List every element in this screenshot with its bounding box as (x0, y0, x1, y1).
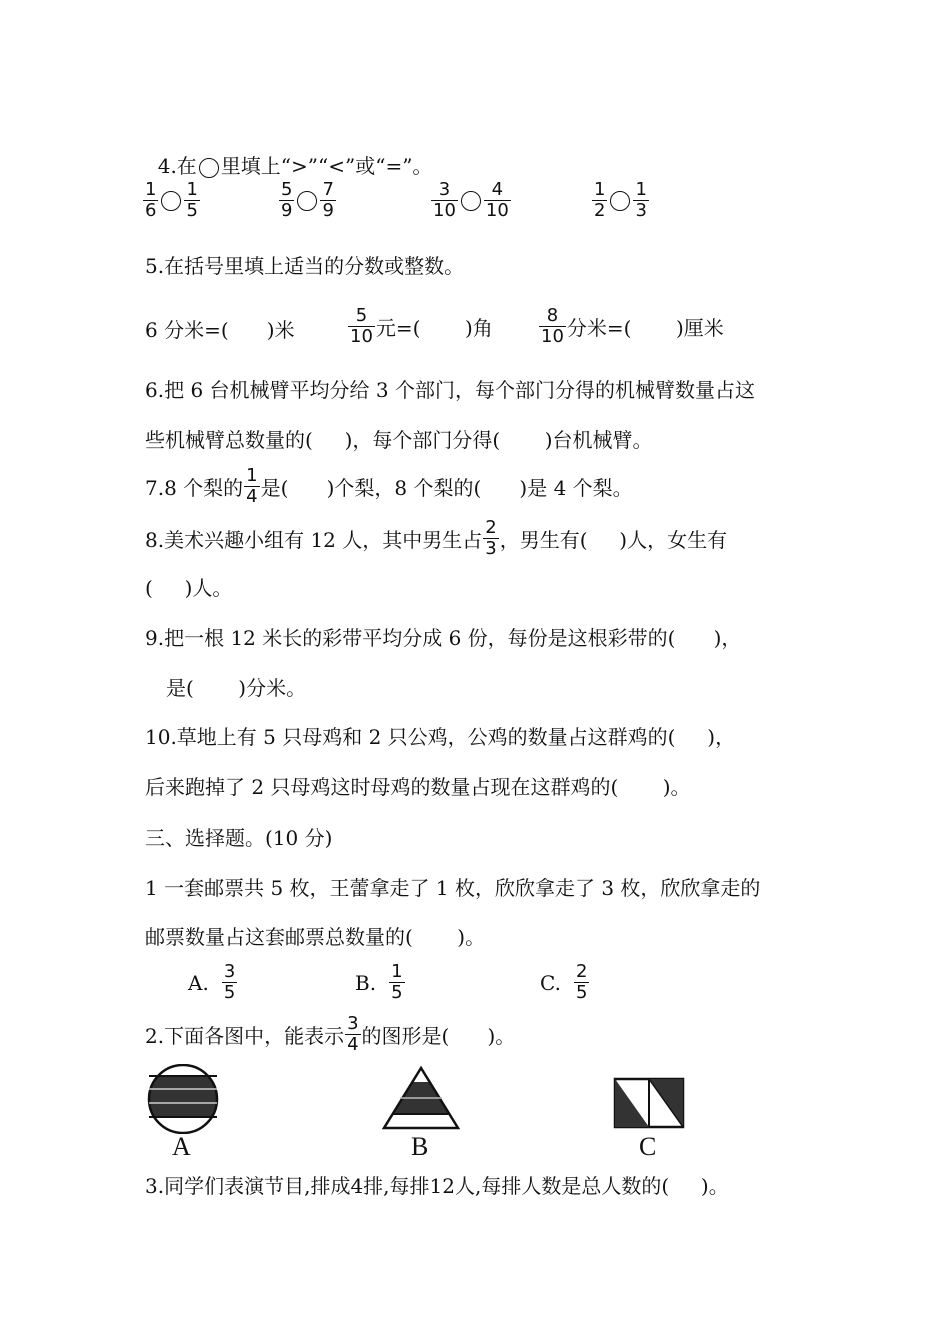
section-heading: 三、选择题。(10 分) (145, 826, 333, 850)
q8-line-2: ( )人。 (145, 576, 233, 600)
fraction: $\frac{5}{9}$ (281, 179, 293, 221)
figure-c-label: C (639, 1132, 657, 1161)
fraction: $\frac{1}{2}$ (594, 179, 606, 221)
fraction: $\frac{7}{9}$ (322, 179, 334, 221)
c1-line-1: 1 一套邮票共 5 枚，王蕾拿走了 1 枚，欣欣拿走了 3 枚，欣欣拿走的 (145, 876, 761, 900)
fraction: $\frac{2}{5}$ (575, 961, 588, 1003)
q7-suffix: 是( )个梨，8 个梨的( )是 4 个梨。 (260, 476, 633, 500)
c2-line (145, 1014, 515, 1055)
c1-option-a[interactable] (188, 962, 238, 1003)
c1-line-2: 邮票数量占这套邮票总数量的( )。 (145, 925, 486, 949)
fraction: $\frac{2}{3}$ (485, 517, 497, 559)
q4-pair-1 (142, 180, 201, 221)
fraction: $\frac{8}{10}$ (541, 305, 564, 347)
q8-prefix: 8.美术兴趣小组有 12 人，其中男生占 (145, 528, 483, 552)
q8-suffix: ，男生有( )人，女生有 (499, 528, 728, 552)
figure-a-label: A (172, 1132, 191, 1161)
figure-b-triangle[interactable] (380, 1064, 462, 1132)
c1-option-c[interactable] (540, 962, 590, 1003)
q10-line-1: 10.草地上有 5 只母鸡和 2 只公鸡，公鸡的数量占这群鸡的( )， (145, 725, 736, 749)
q5-item-3 (538, 306, 724, 347)
q6-line-2: 些机械臂总数量的( )，每个部门分得( )台机械臂。 (145, 428, 653, 452)
fraction: $\frac{1}{5}$ (186, 179, 198, 221)
q4-suffix: 里填上“>”“<”或“=”。 (220, 154, 433, 178)
q9-line-2: 是( )分米。 (166, 676, 307, 700)
c2-prefix: 2.下面各图中，能表示 (145, 1024, 345, 1048)
option-label: C. (540, 970, 561, 995)
figure-a-circle[interactable] (140, 1064, 230, 1134)
q5-item-2 (347, 306, 493, 347)
fraction: $\frac{5}{10}$ (350, 305, 373, 347)
q4-pair-3 (430, 180, 512, 221)
c2-suffix: 的图形是( )。 (361, 1024, 516, 1048)
q4-prefix: 4.在 (157, 154, 197, 178)
q8-line-1 (145, 518, 727, 559)
q5-item-2-text: 元=( )角 (375, 316, 493, 340)
q7-prefix: 7.8 个梨的 (145, 476, 244, 500)
figure-c-square[interactable] (612, 1076, 686, 1130)
compare-circle-icon[interactable] (161, 191, 181, 211)
option-label: B. (355, 970, 377, 995)
compare-circle-icon (199, 158, 219, 178)
c1-option-b[interactable] (355, 962, 406, 1003)
q5-item-1: 6 分米=( )米 (145, 318, 295, 342)
q7 (145, 466, 633, 507)
fraction: $\frac{1}{4}$ (246, 465, 258, 507)
compare-circle-icon[interactable] (297, 191, 317, 211)
compare-circle-icon[interactable] (610, 191, 630, 211)
c3-line-1: 3.同学们表演节目,排成4排,每排12人,每排人数是总人数的( )。 (145, 1174, 729, 1198)
q4-pair-4 (591, 180, 650, 221)
fraction: $\frac{1}{5}$ (391, 961, 403, 1003)
fraction: $\frac{3}{10}$ (433, 179, 456, 221)
q4-pair-2 (278, 180, 337, 221)
q10-line-2: 后来跑掉了 2 只母鸡这时母鸡的数量占现在这群鸡的( )。 (145, 775, 691, 799)
figure-b-label: B (411, 1132, 429, 1161)
q6-line-1: 6.把 6 台机械臂平均分给 3 个部门，每个部门分得的机械臂数量占这 (145, 378, 755, 402)
q5-title: 5.在括号里填上适当的分数或整数。 (145, 254, 465, 278)
fraction: $\frac{3}{5}$ (223, 961, 236, 1003)
fraction: $\frac{3}{4}$ (347, 1013, 359, 1055)
q4-title (145, 130, 432, 178)
fraction: $\frac{1}{3}$ (635, 179, 647, 221)
fraction: $\frac{1}{6}$ (145, 179, 157, 221)
q5-item-3-text: 分米=( )厘米 (566, 316, 724, 340)
q9-line-1: 9.把一根 12 米长的彩带平均分成 6 份，每份是这根彩带的( )， (145, 626, 742, 650)
compare-circle-icon[interactable] (461, 191, 481, 211)
option-label: A. (188, 970, 209, 995)
fraction: $\frac{4}{10}$ (485, 179, 509, 221)
